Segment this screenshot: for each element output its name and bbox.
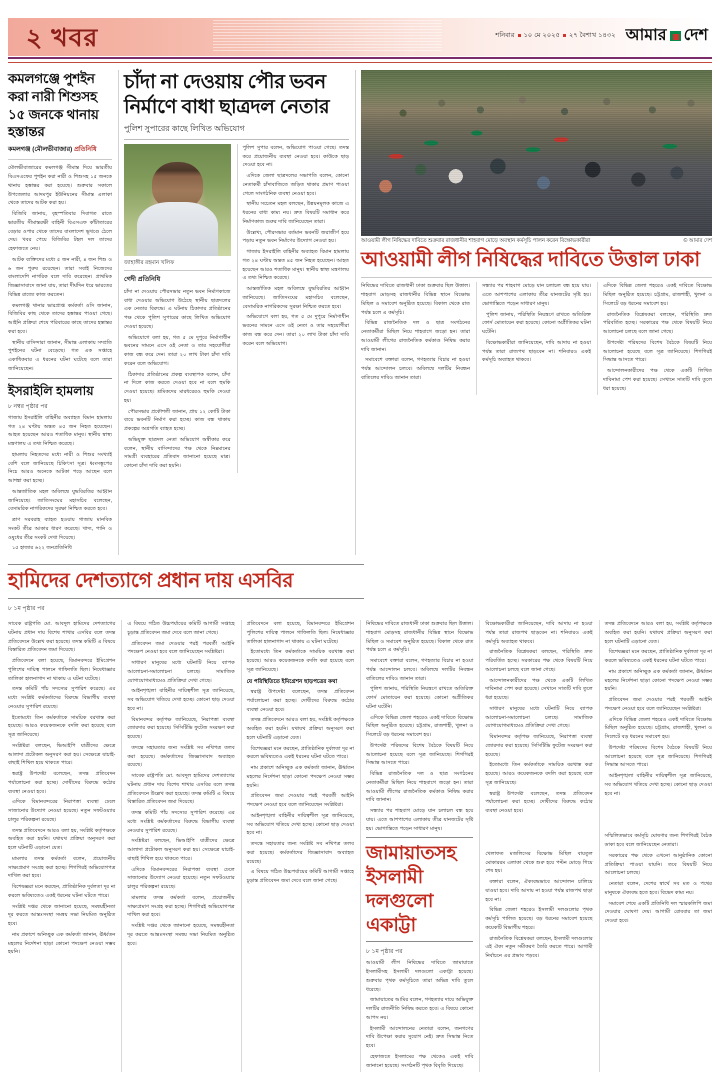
- paragraph: মৌলভীবাজারের কমলগঞ্জ সীমান্ত দিয়ে ভারতীয় বিএসএফের পুশইন করা নারী ও শিশুসহ ১৫ জনকে থানায় হস্তান্তর করা হয়েছে। শুক্রবার সকালে উপজেলার আদমপুর ইউনিয়নের সীমান্ত এলাকা থেকে তাদের আটক করা হয়।: [8, 165, 112, 207]
- photo-halftone-layer: [361, 70, 712, 236]
- body-awami-col2: [482, 282, 591, 365]
- paragraph: প্রতিবেদনে বলা হয়েছে, বিমানবন্দরে ইমিগ্রেশন পুলিশের দায়িত্ব পালনে গাফিলতি ছিল। নিষেধাজ্ঞার তালিকা হালনাগাদ না থাকায় এ ঘটনা ঘটেছে।: [246, 621, 354, 645]
- body-jamaat-c2: [485, 850, 592, 961]
- awami-columns: [361, 282, 712, 395]
- paragraph: বিক্ষোভকারীরা জানিয়েছেন, দাবি আদায় না হওয়া পর্যন্ত তারা রাজপথ ছাড়বেন না। শনিবারও একই কর্মসূচি অব্যাহত থাকবে।: [485, 621, 593, 645]
- paragraph: ১৫ হাজার ৬২২ জনপ্রতিনিধি: [12, 545, 72, 552]
- body-awami-cont: [366, 620, 473, 833]
- paragraph: বিভিন্ন জেলা শহরেও ইসলামী দলগুলোর পৃথক কর্মসূচি পালিত হয়েছে। বড় ধরনের সমাবেশ হয়েছে কয়েকটি বিভাগীয় শহরে।: [485, 907, 593, 931]
- lower-six-column-grid: [8, 620, 712, 1072]
- bangladesh-flag-icon: [670, 31, 681, 41]
- paragraph: স্বরাষ্ট্র উপদেষ্টা বলেছেন, তদন্ত প্রতিবেদন পর্যালোচনা করা হচ্ছে। দোষীদের বিরুদ্ধে কঠোর ব্যবস্থা নেওয়া হবে।: [8, 771, 116, 795]
- masthead-right-group: [495, 22, 708, 49]
- photo-credit: © আমার দেশ: [683, 238, 712, 244]
- masthead: [8, 18, 712, 64]
- dateline-separator-icon: [518, 34, 521, 37]
- paragraph: প্রতিবেদন জমা দেওয়ার পরই পরবর্তী আইনি পদক্ষেপ নেওয়া হবে বলে জানিয়েছেন সংশ্লিষ্টরা।: [246, 793, 354, 809]
- body-hamid-c1: [8, 620, 115, 957]
- paragraph: সাবেক রাষ্ট্রপতি মো. আবদুল হামিদের দেশত্যাগের ঘটনায় প্রধান দায় বিশেষ শাখার এসবির বলে তদন্ত প্রতিবেদনে উল্লেখ করা হয়েছে। তদন্ত কমিটি এ বিষয়ে বিস্তারিত প্রতিবেদন জমা দিয়েছে।: [127, 773, 235, 806]
- protest-photo-caption-row: [361, 238, 712, 245]
- paragraph: তদন্তে সহায়তার জন্য সংশ্লিষ্ট সব নথিপত্র তলব করা হয়েছে। কর্মকর্তাদের জিজ্ঞাসাবাদ অব্যাহত রয়েছে।: [246, 841, 354, 865]
- lower-column-5: [479, 620, 592, 1072]
- paragraph: বিশেষজ্ঞরা মনে করছেন, প্রাতিষ্ঠানিক দুর্বলতা দূর না করলে ভবিষ্যতেও একই ধরনের ঘটনা ঘটতে পারে।: [8, 884, 116, 899]
- body-hamid-c2: [127, 620, 234, 948]
- body-chanda-col1: [124, 288, 231, 471]
- brand-name-left: আমার: [625, 27, 667, 44]
- paragraph: আটক ব্যক্তিদের মধ্যে ৫ জন নারী, ৪ জন শিশু ও ৬ জন পুরুষ রয়েছেন। তারা সবাই নিজেদের বাংলাদেশি নাগরিক বলে দাবি করেছেন। প্রাথমিক জিজ্ঞাসাবাদে জানা যায়, তারা দীর্ঘদিন ধরে ভারতের বিভিন্ন রাজ্যে কাজ করতেন।: [8, 256, 112, 298]
- headline-israil[interactable]: ইসরাইলি হামলায়: [8, 383, 94, 398]
- paragraph: তদন্ত প্রতিবেদনে আরও বলা হয়, সংশ্লিষ্ট কর্তৃপক্ষকে অবহিত করা হয়নি। যথাযথ প্রক্রিয়া অনুসরণ করা হলে ঘটনাটি এড়ানো যেত।: [8, 827, 116, 851]
- brand-logo[interactable]: [626, 22, 708, 49]
- paragraph: মামলার তদন্ত কর্মকর্তা বলেন, প্রয়োজনীয় সাক্ষ্যপ্রমাণ সংগ্রহ করা হচ্ছে। শিগগিরই অভিযোগপত্র দাখিল করা হবে।: [127, 894, 235, 919]
- paragraph: হেফাজতে ইসলামের পক্ষ থেকেও একই দাবি জানানো হয়েছে। সংগঠনটি পৃথক বিবৃতি দিয়েছে।: [365, 1053, 474, 1069]
- paragraph: পুলিশ জানায়, পরিস্থিতি নিয়ন্ত্রণে রাখতে অতিরিক্ত ফোর্স মোতায়েন করা হয়েছে। কোনো অপ্রীতিকর ঘটনা ঘটেনি।: [482, 311, 591, 336]
- paragraph: সরকারের পক্ষ থেকে এখনো আনুষ্ঠানিক কোনো প্রতিক্রিয়া পাওয়া যায়নি। তবে বিষয়টি নিয়ে আলোচনা চলছে।: [604, 852, 712, 877]
- paragraph: ইতোমধ্যে তিন কর্মকর্তাকে সাময়িক বরখাস্ত করা হয়েছে। আরও কয়েকজনকে বদলি করা হয়েছে বলে সূত্র জানিয়েছে।: [485, 762, 593, 786]
- paragraph: সমাবেশ শেষে একটি প্রতিনিধি দল স্মারকলিপি জমা দেওয়ার ঘোষণা দেয়। আগামী রোববার তা জমা দেওয়া হবে।: [604, 900, 712, 924]
- paragraph: সাধারণ মানুষের মধ্যে ঘটনাটি নিয়ে ব্যাপক আলোচনা-সমালোচনা চলছে। সামাজিক যোগাযোগমাধ্যমেও প্রতিক্রিয়া দেখা গেছে।: [485, 705, 593, 730]
- dateline-bengali: ২৭ বৈশাখ ১৪৩২: [568, 32, 616, 39]
- portrait-caption: জাহাঙ্গীর রহমান খলিফ: [124, 259, 231, 271]
- paragraph: আন্তর্জাতিক মহল অবিলম্বে যুদ্ধবিরতির আহ্বান জানিয়েছে। জাতিসংঘের মহাসচিব বলেছেন, বেসামরিক নাগরিকদের সুরক্ষা নিশ্চিত করতে হবে।: [242, 286, 349, 310]
- paragraph: এদিকে বিভিন্ন জেলা শহরেও একই দাবিতে বিক্ষোভ মিছিল অনুষ্ঠিত হয়েছে। চট্টগ্রাম, রাজশাহী, খুলনা ও সিলেটে বড় ধরনের সমাবেশ হয়।: [603, 283, 712, 307]
- paragraph: তদন্ত কমিটি পাঁচ সদস্যের সুপারিশ করেছে। এর মধ্যে সংশ্লিষ্ট কর্মকর্তাদের বিরুদ্ধে বিভাগীয় ব্যবস্থা নেওয়ার সুপারিশ রয়েছে।: [127, 810, 235, 834]
- column-6: [597, 282, 712, 395]
- byline-chanda: গেদী প্রতিনিধি: [124, 275, 161, 283]
- column-4-6-group: [355, 70, 712, 555]
- paragraph: উপদেষ্টা পরিষদের বিশেষ বৈঠকে বিষয়টি নিয়ে আলোচনা হয়েছে বলে সূত্র জানিয়েছে। শিগগিরই সিদ্ধান্ত আসতে পারে।: [365, 742, 474, 767]
- paragraph: প্রতিবেদন জমা দেওয়ার পরই পরবর্তী আইনি পদক্ষেপ নেওয়া হবে বলে জানিয়েছেন সংশ্লিষ্টরা।: [127, 640, 235, 656]
- paragraph: আইনশৃঙ্খলা বাহিনীর দায়িত্বশীল সূত্র জানিয়েছে, সব অভিযোগ খতিয়ে দেখা হচ্ছে। কোনো ছাড় দেওয়া হবে না।: [127, 688, 235, 712]
- paragraph: সম্মিলিতভাবে কর্মসূচি ঘোষণার জন্য শিগগিরই বৈঠক ডাকা হবে বলে জানিয়েছেন নেতারা।: [604, 833, 712, 848]
- paragraph: পুলিশ জানায়, পরিস্থিতি নিয়ন্ত্রণে রাখতে অতিরিক্ত ফোর্স মোতায়েন করা হয়েছে। কোনো অপ্রীতিকর ঘটনা ঘটেনি।: [365, 686, 474, 710]
- headline-hamid[interactable]: হামিদের দেশত্যাগে প্রধান দায় এসবির: [8, 570, 294, 592]
- body-mixed-c6: [605, 620, 712, 798]
- paragraph: খেলাফত মজলিসের বিক্ষোভ মিছিল বায়তুল মোকাররম এলাকা থেকে শুরু হয়ে পল্টন মোড়ে গিয়ে শেষ হয়।: [485, 850, 593, 875]
- lower-column-4: [360, 620, 473, 1072]
- continuation-note-jamaat: ৮ ১ম পৃষ্ঠার পর: [365, 949, 403, 956]
- paragraph: প্রতিবেদন জমা দেওয়ার পরই পরবর্তী আইনি পদক্ষেপ নেওয়া হবে বলে জানিয়েছেন সংশ্লিষ্টরা।: [604, 697, 712, 712]
- paragraph: নিষিদ্ধের দাবিতে রাজধানী ঢাকা শুক্রবার ছিল উত্তাল। শাহবাগ মোড়সহ রাজধানীর বিভিন্ন স্থানে বিক্ষোভ মিছিল ও সমাবেশ অনুষ্ঠিত হয়েছে। বিকাল থেকে রাত পর্যন্ত চলে এ কর্মসূচি।: [365, 621, 474, 654]
- lower-column-2: [121, 620, 234, 1072]
- column-2: [124, 144, 231, 473]
- byline-paren: (মৌলভীবাজার): [32, 146, 73, 154]
- column-5: [476, 282, 591, 395]
- dateline-weekday: শনিবার: [495, 32, 515, 39]
- paragraph: পুলিশ সুপার বলেন, অভিযোগ পাওয়া গেছে। তদন্ত করে প্রয়োজনীয় ব্যবস্থা নেওয়া হবে। কাউকে ছাড় দেওয়া হবে না।: [242, 144, 349, 169]
- body-kamalganj: [8, 164, 112, 373]
- paragraph: সংশ্লিষ্ট দপ্তর থেকে জানানো হয়েছে, সমন্বয়হীনতা দূর করতে আন্তঃসংস্থা সমন্বয় সভা নিয়মিত অনুষ্ঠিত হবে।: [127, 923, 235, 947]
- page-content: [0, 64, 720, 1072]
- body-jamaat-c3: [605, 832, 712, 926]
- paragraph: অভিযোগে বলা হয়, গত ৫ মে দুপুরে নির্মাণাধীন ভবনের সামনে এসে ওই নেতা ও তার সহযোগীরা কাজ বন্ধ করে দেন। তারা ২০ লাখ টাকা চাঁদা দাবি করেন বলে অভিযোগ।: [242, 314, 349, 347]
- photo-caption: আওয়ামী লীগ নিষিদ্ধের দাবিতে শুক্রবার রাজধানীর শাহবাগ মোড়ে অবস্থান কর্মসূচি পালন করেন বিক্ষোভকারীরা: [361, 238, 591, 244]
- paragraph: বিশেষজ্ঞরা মনে করছেন, প্রাতিষ্ঠানিক দুর্বলতা দূর না করলে ভবিষ্যতেও একই ধরনের ঘটনা ঘটতে পারে।: [246, 745, 354, 761]
- headline-awami[interactable]: আওয়ামী লীগ নিষিদ্ধের দাবিতে উত্তাল ঢাকা: [361, 249, 700, 272]
- paragraph: উল্লেখ্য, পৌরসভার বর্তমান ভবনটি জরাজীর্ণ হয়ে পড়ায় নতুন ভবন নির্মাণের উদ্যোগ নেওয়া হয়।: [242, 229, 349, 245]
- paragraph: মামলার তদন্ত কর্মকর্তা বলেন, প্রয়োজনীয় সাক্ষ্যপ্রমাণ সংগ্রহ করা হচ্ছে। শিগগিরই অভিযোগপত্র দাখিল করা হবে।: [8, 855, 116, 880]
- paragraph: প্রতিবেদনে বলা হয়েছে, বিমানবন্দরে ইমিগ্রেশন পুলিশের দায়িত্ব পালনে গাফিলতি ছিল। নিষেধাজ্ঞার তালিকা হালনাগাদ না থাকায় এ ঘটনা ঘটেছে।: [8, 658, 116, 682]
- paragraph: বিক্ষোভকারীরা জানিয়েছেন, দাবি আদায় না হওয়া পর্যন্ত তারা রাজপথ ছাড়বেন না। শনিবারও একই কর্মসূচি অব্যাহত থাকবে।: [482, 339, 591, 364]
- lower-column-3: [241, 620, 354, 1072]
- paragraph: গাজায় ইসরাইলি বাহিনীর অব্যাহত বিমান হামলায় গত ২৪ ঘণ্টায় অন্তত ৪৫ জন নিহত হয়েছেন। আহত হয়েছেন আরও শতাধিক মানুষ। স্থানীয় স্বাস্থ্য মন্ত্রণালয় এ তথ্য নিশ্চিত করেছে।: [242, 249, 349, 282]
- paragraph: আন্দোলনকারীদের পক্ষ থেকে একটি লিখিত দাবিনামা পেশ করা হয়েছে। সেখানে সাতটি দাবি তুলে ধরা হয়েছে।: [603, 368, 712, 392]
- portrait-photo: [124, 144, 231, 256]
- paragraph: জামায়াতের আমির বলেন, গণহত্যার দায়ে অভিযুক্ত দলটির রাজনীতি নিষিদ্ধ করতে হবে। এ বিষয়ে কোনো আপস নয়।: [365, 997, 474, 1021]
- paragraph: তদন্তে সহায়তার জন্য সংশ্লিষ্ট সব নথিপত্র তলব করা হয়েছে। কর্মকর্তাদের জিজ্ঞাসাবাদ অব্যাহত রয়েছে।: [127, 744, 235, 769]
- paragraph: এদিকে বিমানবন্দরের নিরাপত্তা ব্যবস্থা ঢেলে সাজানোর উদ্যোগ নেওয়া হয়েছে। নতুন সফটওয়্যার চালুর পরিকল্পনা রয়েছে।: [8, 799, 116, 823]
- paragraph: সমাবেশে বক্তারা বলেন, গণহত্যার বিচার না হওয়া পর্যন্ত আন্দোলন চলবে। অবিলম্বে দলটির নিবন্ধন বাতিলের দাবিও জানান তারা।: [361, 357, 470, 381]
- paragraph: এদিকে বিভিন্ন জেলা শহরেও একই দাবিতে বিক্ষোভ মিছিল অনুষ্ঠিত হয়েছে। চট্টগ্রাম, রাজশাহী, খুলনা ও সিলেটে বড় ধরনের সমাবেশ হয়।: [604, 716, 712, 740]
- newspaper-page: [0, 18, 720, 1080]
- body-awami-col1: [361, 282, 470, 382]
- paragraph: তদন্ত কমিটি পাঁচ সদস্যের সুপারিশ করেছে। এর মধ্যে সংশ্লিষ্ট কর্মকর্তাদের বিরুদ্ধে বিভাগীয় ব্যবস্থা নেওয়ার সুপারিশ রয়েছে।: [8, 686, 116, 710]
- paragraph: ইতোমধ্যে তিন কর্মকর্তাকে সাময়িক বরখাস্ত করা হয়েছে। আরও কয়েকজনকে বদলি করা হয়েছে বলে সূত্র জানিয়েছে।: [8, 714, 116, 738]
- paragraph: সাধারণ মানুষের মধ্যে ঘটনাটি নিয়ে ব্যাপক আলোচনা-সমালোচনা চলছে। সামাজিক যোগাযোগমাধ্যমেও প্রতিক্রিয়া দেখা গেছে।: [127, 660, 235, 684]
- top-zone: [8, 70, 712, 555]
- paragraph: রাজনৈতিক বিশ্লেষকরা বলছেন, পরিস্থিতি দ্রুত পরিবর্তিত হচ্ছে। সরকারের পক্ষ থেকে বিষয়টি নিয়ে আলোচনা চলছে বলে জানা গেছে।: [485, 649, 593, 673]
- continuation-note-israil: ৮ নম্বর পৃষ্ঠার পর: [8, 403, 48, 410]
- column-4: [361, 282, 470, 395]
- paragraph: কমলগঞ্জ থানার ভারপ্রাপ্ত কর্মকর্তা ওসি জানান, বিজিবির কাছ থেকে তাদের হস্তান্তর পাওয়া গেছে। আইনি প্রক্রিয়া শেষে পরিবারের কাছে তাদের হস্তান্তর করা হবে।: [8, 302, 112, 335]
- paragraph: গাজায় ইসরাইলি বাহিনীর অব্যাহত বিমান হামলায় গত ২৪ ঘণ্টায় অন্তত ৪৫ জন নিহত হয়েছেন। আহত হয়েছেন আরও শতাধিক মানুষ। স্থানীয় স্বাস্থ্য মন্ত্রণালয় এ তথ্য নিশ্চিত করেছে।: [8, 414, 112, 447]
- paragraph: স্থানীয় বাসিন্দারা জানান, সীমান্ত এলাকায় সম্প্রতি পুশইনের ঘটনা বেড়েছে। গত এক সপ্তাহে একাধিকবার এ ধরনের ঘটনা ঘটেছে বলে তারা জানিয়েছেন।: [8, 339, 112, 372]
- paragraph: ইসলামী আন্দোলনের নেতারা বলেন, জনগণের দাবি উপেক্ষা করার সুযোগ নেই। দ্রুত সিদ্ধান্ত নিতে হবে।: [365, 1025, 474, 1049]
- paragraph: হামলায় নিহতদের মধ্যে নারী ও শিশুর সংখ্যাই বেশি বলে জানিয়েছে চিকিৎসা সূত্র। ধ্বংসস্তূপের নিচে আরও অনেকে আটকা পড়ে আছেন বলে আশঙ্কা করা হচ্ছে।: [8, 451, 112, 484]
- paragraph: সংশ্লিষ্টরা বলছেন, ভিআইপি যাত্রীদের ক্ষেত্রে আলাদা প্রটোকল অনুসরণ করা হয়। সেক্ষেত্রে যাচাই-বাছাই শিথিল হয়ে থাকতে পারে।: [8, 742, 116, 767]
- brand-name-right: দেশ: [683, 27, 708, 44]
- paragraph: অভিযুক্ত ছাত্রদল নেতা অভিযোগ অস্বীকার করে বলেন, স্থানীয় বাসিন্দাদের পক্ষ থেকে নিম্নমানের সামগ্রী ব্যবহারের প্রতিবাদ জানানো হয়েছে মাত্র। কোনো চাঁদা দাবি করা হয়নি।: [124, 436, 231, 470]
- paragraph: বিমানবন্দর কর্তৃপক্ষ জানিয়েছে, নিরাপত্তা ব্যবস্থা জোরদার করা হয়েছে। সিসিটিভি ফুটেজ সংরক্ষণ করা হয়েছে।: [127, 716, 235, 740]
- hamid-headline-block: [8, 560, 364, 616]
- column-2-3-group: [118, 70, 349, 555]
- body-mixed-c5: [485, 620, 592, 816]
- paragraph: নাম প্রকাশে অনিচ্ছুক এক কর্মকর্তা জানান, ঊর্ধ্বতন মহলের নির্দেশনা ছাড়া কোনো পদক্ষেপ নেওয়া সম্ভব হয়নি।: [8, 931, 116, 956]
- paragraph: নাম প্রকাশে অনিচ্ছুক এক কর্মকর্তা জানান, ঊর্ধ্বতন মহলের নির্দেশনা ছাড়া কোনো পদক্ষেপ নেওয়া সম্ভব হয়নি।: [246, 765, 354, 789]
- page-number-label: ২ খবর: [26, 24, 99, 52]
- paragraph: সন্ধ্যার পর শাহবাগ মোড়ে যান চলাচল বন্ধ হয়ে যায়। এতে আশপাশের এলাকায় তীব্র যানজটের সৃষ্টি হয়। ভোগান্তিতে পড়েন সাধারণ মানুষ।: [482, 283, 591, 307]
- chanda-columns: [124, 144, 349, 473]
- paragraph: এদিকে বিভিন্ন জেলা শহরেও একই দাবিতে বিক্ষোভ মিছিল অনুষ্ঠিত হয়েছে। চট্টগ্রাম, রাজশাহী, খুলনা ও সিলেটে বড় ধরনের সমাবেশ হয়।: [365, 714, 474, 738]
- paragraph: অভিযোগে বলা হয়, গত ৫ মে দুপুরে নির্মাণাধীন ভবনের সামনে এসে ওই নেতা ও তার সহযোগীরা কাজ বন্ধ করে দেন। তারা ২০ লাখ টাকা চাঁদা দাবি করেন বলে অভিযোগ।: [124, 334, 231, 367]
- paragraph: ত্রাণ সরবরাহ ব্যাহত হওয়ায় গাজায় মানবিক সংকট তীব্র আকার ধারণ করেছে। খাদ্য, পানি ও ওষুধের তীব্র সংকট দেখা দিয়েছে।: [8, 517, 112, 541]
- paragraph: পৌরসভার প্রকৌশলী জানান, প্রায় ১২ কোটি টাকা ব্যয়ে ভবনটি নির্মাণ করা হচ্ছে। কাজ বন্ধ থাকায় প্রকল্পের অগ্রগতি ব্যাহত হচ্ছে।: [124, 408, 231, 433]
- paragraph: আইনশৃঙ্খলা বাহিনীর দায়িত্বশীল সূত্র জানিয়েছে, সব অভিযোগ খতিয়ে দেখা হচ্ছে। কোনো ছাড় দেওয়া হবে না।: [604, 773, 712, 797]
- paragraph: নিষিদ্ধের দাবিতে রাজধানী ঢাকা শুক্রবার ছিল উত্তাল। শাহবাগ মোড়সহ রাজধানীর বিভিন্ন স্থানে বিক্ষোভ মিছিল ও সমাবেশ অনুষ্ঠিত হয়েছে। বিকাল থেকে রাত পর্যন্ত চলে এ কর্মসূচি।: [361, 283, 470, 316]
- byline-location: কমলগঞ্জ: [8, 146, 31, 154]
- body-awami-col3: [603, 282, 712, 393]
- continuation-note-hamid: ৮ ১ম পৃষ্ঠার পর: [8, 606, 45, 612]
- paragraph: সমাবেশে বক্তারা বলেন, গণহত্যার বিচার না হওয়া পর্যন্ত আন্দোলন চলবে। অবিলম্বে দলটির নিবন্ধন বাতিলের দাবিও জানান তারা।: [365, 658, 474, 682]
- paragraph: বিশেষজ্ঞরা মনে করছেন, প্রাতিষ্ঠানিক দুর্বলতা দূর না করলে ভবিষ্যতেও একই ধরনের ঘটনা ঘটতে পারে।: [604, 649, 712, 664]
- body-hamid-c3: [247, 620, 354, 886]
- paragraph: উপদেষ্টা পরিষদের বিশেষ বৈঠকে বিষয়টি নিয়ে আলোচনা হয়েছে বলে সূত্র জানিয়েছে। শিগগিরই সিদ্ধান্ত আসতে পারে।: [603, 339, 712, 364]
- paragraph: চাঁদা না দেওয়ায় পৌরসভার নতুন ভবন নির্মাণকাজে বাধা দেওয়ার অভিযোগ উঠেছে স্থানীয় ছাত্রদলের এক নেতার বিরুদ্ধে। এ ঘটনায় ঠিকাদার প্রতিষ্ঠানের পক্ষ থেকে পুলিশ সুপারের কাছে লিখিত অভিযোগ দেওয়া হয়েছে।: [124, 288, 231, 330]
- paragraph: তদন্ত প্রতিবেদনে আরও বলা হয়, সংশ্লিষ্ট কর্তৃপক্ষকে অবহিত করা হয়নি। যথাযথ প্রক্রিয়া অনুসরণ করা হলে ঘটনাটি এড়ানো যেত।: [246, 717, 354, 741]
- lower-column-6: [599, 620, 712, 1072]
- byline-kamalganj: [8, 144, 112, 155]
- paragraph: এদিকে জেলা ছাত্রদলের সভাপতি বলেন, কোনো নেতাকর্মী চাঁদাবাজিতে জড়িত থাকার প্রমাণ পাওয়া গেলে সাংগঠনিক ব্যবস্থা নেওয়া হবে।: [242, 173, 349, 197]
- paragraph: আইনশৃঙ্খলা বাহিনীর দায়িত্বশীল সূত্র জানিয়েছে, সব অভিযোগ খতিয়ে দেখা হচ্ছে। কোনো ছাড় দেওয়া হবে না।: [246, 812, 354, 837]
- body-jamaat-c1: [366, 959, 473, 1070]
- dateline-separator-icon: [563, 34, 566, 37]
- paragraph: ইতোমধ্যে তিন কর্মকর্তাকে সাময়িক বরখাস্ত করা হয়েছে। আরও কয়েকজনকে বদলি করা হয়েছে বলে সূত্র জানিয়েছে।: [246, 649, 354, 673]
- body-israil: [8, 414, 112, 553]
- column-1: [8, 70, 112, 555]
- paragraph: আন্দোলনকারীদের পক্ষ থেকে একটি লিখিত দাবিনামা পেশ করা হয়েছে। সেখানে সাতটি দাবি তুলে ধরা হয়েছে।: [485, 677, 593, 701]
- headline-kamalganj[interactable]: কমলগঞ্জে পুশইন করা নারী শিশুসহ ১৫ জনকে থানায় হস্তান্তর: [8, 71, 99, 140]
- lower-column-1: [8, 620, 115, 1072]
- paragraph: স্বরাষ্ট্র উপদেষ্টা বলেছেন, তদন্ত প্রতিবেদন পর্যালোচনা করা হচ্ছে। দোষীদের বিরুদ্ধে কঠোর ব্যবস্থা নেওয়া হবে।: [246, 689, 354, 713]
- paragraph: বক্তারা বলেন, ঐক্যবদ্ধভাবে আন্দোলন চালিয়ে যাওয়া হবে। দাবি আদায় না হওয়া পর্যন্ত রাজপথ ছাড়া হবে না।: [485, 879, 593, 903]
- inline-subhead: যে পরিস্থিতিতে ইমিগ্রেশন ছাড়পত্রের কথা: [246, 678, 338, 685]
- subhead-chanda: পুলিশ সুপারের কাছে লিখিত অভিযোগ: [124, 123, 349, 140]
- hamid-band-row: [8, 560, 712, 616]
- paragraph: আন্তর্জাতিক মহল অবিলম্বে যুদ্ধবিরতির আহ্বান জানিয়েছে। জাতিসংঘের মহাসচিব বলেছেন, বেসামরিক নাগরিকদের সুরক্ষা নিশ্চিত করতে হবে।: [8, 488, 112, 513]
- paragraph: নেতারা বলেন, দেশের স্বার্থে সব মত ও পথের মানুষকে ঐক্যবদ্ধ হতে হবে। বিভেদ কাম্য নয়।: [604, 881, 712, 896]
- paragraph: সংশ্লিষ্ট দপ্তর থেকে জানানো হয়েছে, সমন্বয়হীনতা দূর করতে আন্তঃসংস্থা সমন্বয় সভা নিয়মিত অনুষ্ঠিত হবে।: [8, 903, 116, 927]
- jamaat-headline-rule-box: [366, 837, 473, 942]
- divider: [8, 378, 112, 379]
- protest-crowd-photo: [361, 70, 712, 236]
- paragraph: সন্ধ্যার পর শাহবাগ মোড়ে যান চলাচল বন্ধ হয়ে যায়। এতে আশপাশের এলাকায় তীব্র যানজটের সৃষ্টি হয়। ভোগান্তিতে পড়েন সাধারণ মানুষ।: [365, 808, 474, 832]
- paragraph: বিভিন্ন রাজনৈতিক দল ও ছাত্র সংগঠনের নেতাকর্মীরা মিছিল নিয়ে শাহবাগে জড়ো হন। তারা আওয়ামী লীগের রাজনৈতিক কর্মকাণ্ড নিষিদ্ধ করার দাবি জানান।: [365, 771, 474, 804]
- hamid-headline-rule-box: [8, 564, 364, 599]
- paragraph: সাবেক রাষ্ট্রপতি মো. আবদুল হামিদের দেশত্যাগের ঘটনায় প্রধান দায় বিশেষ শাখার এসবির বলে তদন্ত প্রতিবেদনে উল্লেখ করা হয়েছে। তদন্ত কমিটি এ বিষয়ে বিস্তারিত প্রতিবেদন জমা দিয়েছে।: [8, 621, 116, 654]
- paragraph: রাজনৈতিক বিশ্লেষকরা বলছেন, পরিস্থিতি দ্রুত পরিবর্তিত হচ্ছে। সরকারের পক্ষ থেকে বিষয়টি নিয়ে আলোচনা চলছে বলে জানা গেছে।: [603, 311, 712, 336]
- paragraph: বিজিবি জানায়, বৃহস্পতিবার দিবাগত রাতে ভারতীয় সীমান্তরক্ষী বাহিনী বিএসএফ কাঁটাতারের বেড়ার ওপার থেকে তাদের বাংলাদেশ ভূখণ্ডে ঠেলে দেয়। খবর পেয়ে বিজিবির টহল দল তাদের হেফাজতে নেয়।: [8, 211, 112, 252]
- masthead-stripe-texture: [213, 20, 442, 53]
- headline-chanda[interactable]: চাঁদা না দেওয়ায় পৌর ভবন নির্মাণে বাধা ছাত্রদল নেতার: [124, 71, 330, 118]
- paragraph: বিভিন্ন রাজনৈতিক দল ও ছাত্র সংগঠনের নেতাকর্মীরা মিছিল নিয়ে শাহবাগে জড়ো হন। তারা আওয়ামী লীগের রাজনৈতিক কর্মকাণ্ড নিষিদ্ধ করার দাবি জানান।: [361, 320, 470, 353]
- divider: [361, 277, 712, 278]
- paragraph: সংশ্লিষ্টরা বলছেন, ভিআইপি যাত্রীদের ক্ষেত্রে আলাদা প্রটোকল অনুসরণ করা হয়। সেক্ষেত্রে যাচাই-বাছাই শিথিল হয়ে থাকতে পারে।: [127, 838, 235, 862]
- paragraph: নাম প্রকাশে অনিচ্ছুক এক কর্মকর্তা জানান, ঊর্ধ্বতন মহলের নির্দেশনা ছাড়া কোনো পদক্ষেপ নেওয়া সম্ভব হয়নি।: [604, 668, 712, 693]
- paragraph: বিমানবন্দর কর্তৃপক্ষ জানিয়েছে, নিরাপত্তা ব্যবস্থা জোরদার করা হয়েছে। সিসিটিভি ফুটেজ সংরক্ষণ করা হয়েছে।: [485, 734, 593, 758]
- paragraph: স্বরাষ্ট্র উপদেষ্টা বলেছেন, তদন্ত প্রতিবেদন পর্যালোচনা করা হচ্ছে। দোষীদের বিরুদ্ধে কঠোর ব্যবস্থা নেওয়া হবে।: [485, 790, 593, 814]
- byline-reporter: প্রতিনিধি: [74, 146, 97, 154]
- column-3: [237, 144, 350, 473]
- divider: [8, 159, 112, 160]
- paragraph: স্থানীয় সচেতন মহল বলছেন, উন্নয়নমূলক কাজে এ ধরনের বাধা কাম্য নয়। দ্রুত বিষয়টি সমাধান করে নির্মাণকাজ শুরুর দাবি জানিয়েছেন তারা।: [242, 201, 349, 225]
- paragraph: এ বিষয়ে গঠিত উচ্চপর্যায়ের কমিটি আগামী সপ্তাহে চূড়ান্ত প্রতিবেদন জমা দেবে বলে জানা গেছে।: [127, 621, 235, 636]
- headline-jamaat[interactable]: জামায়াতসহ ইসলামী দলগুলো একাট্টা: [365, 843, 457, 936]
- dateline: [495, 30, 615, 41]
- paragraph: ঠিকাদার প্রতিষ্ঠানের প্রকল্প ব্যবস্থাপক বলেন, চাঁদা না দিলে কাজ করতে দেওয়া হবে না বলে হুমকি দেওয়া হয়েছে। শ্রমিকদের মারধরেরও হুমকি দেওয়া হয়।: [124, 371, 231, 404]
- hamid-band-spacer: [370, 560, 712, 616]
- paragraph: উপদেষ্টা পরিষদের বিশেষ বৈঠকে বিষয়টি নিয়ে আলোচনা হয়েছে বলে সূত্র জানিয়েছে। শিগগিরই সিদ্ধান্ত আসতে পারে।: [604, 744, 712, 769]
- paragraph: রাজনৈতিক বিশ্লেষকরা বলছেন, ইসলামী দলগুলোর এই ঐক্য নতুন সমীকরণ তৈরি করতে পারে। আগামী নির্বাচনে এর প্রভাব পড়বে।: [485, 935, 593, 959]
- paragraph: তদন্ত প্রতিবেদনে আরও বলা হয়, সংশ্লিষ্ট কর্তৃপক্ষকে অবহিত করা হয়নি। যথাযথ প্রক্রিয়া অনুসরণ করা হলে ঘটনাটি এড়ানো যেত।: [604, 621, 712, 645]
- body-chanda-col2: [243, 144, 350, 349]
- paragraph: আওয়ামী লীগ নিষিদ্ধের দাবিতে জামায়াতে ইসলামীসহ ইসলামী দলগুলো একাট্টা হয়েছে। শুক্রবার পৃথক কর্মসূচিতে তারা অভিন্ন দাবি তুলে ধরেছে।: [365, 960, 474, 993]
- masthead-rule: [8, 57, 712, 59]
- paragraph: এ বিষয়ে গঠিত উচ্চপর্যায়ের কমিটি আগামী সপ্তাহে চূড়ান্ত প্রতিবেদন জমা দেবে বলে জানা গেছে।: [246, 869, 354, 885]
- masthead-rule-thin: [8, 62, 712, 63]
- paragraph: এদিকে বিমানবন্দরের নিরাপত্তা ব্যবস্থা ঢেলে সাজানোর উদ্যোগ নেওয়া হয়েছে। নতুন সফটওয়্যার চালুর পরিকল্পনা রয়েছে।: [127, 866, 235, 890]
- dateline-gregorian: ১০ মে ২০২৫: [523, 32, 560, 39]
